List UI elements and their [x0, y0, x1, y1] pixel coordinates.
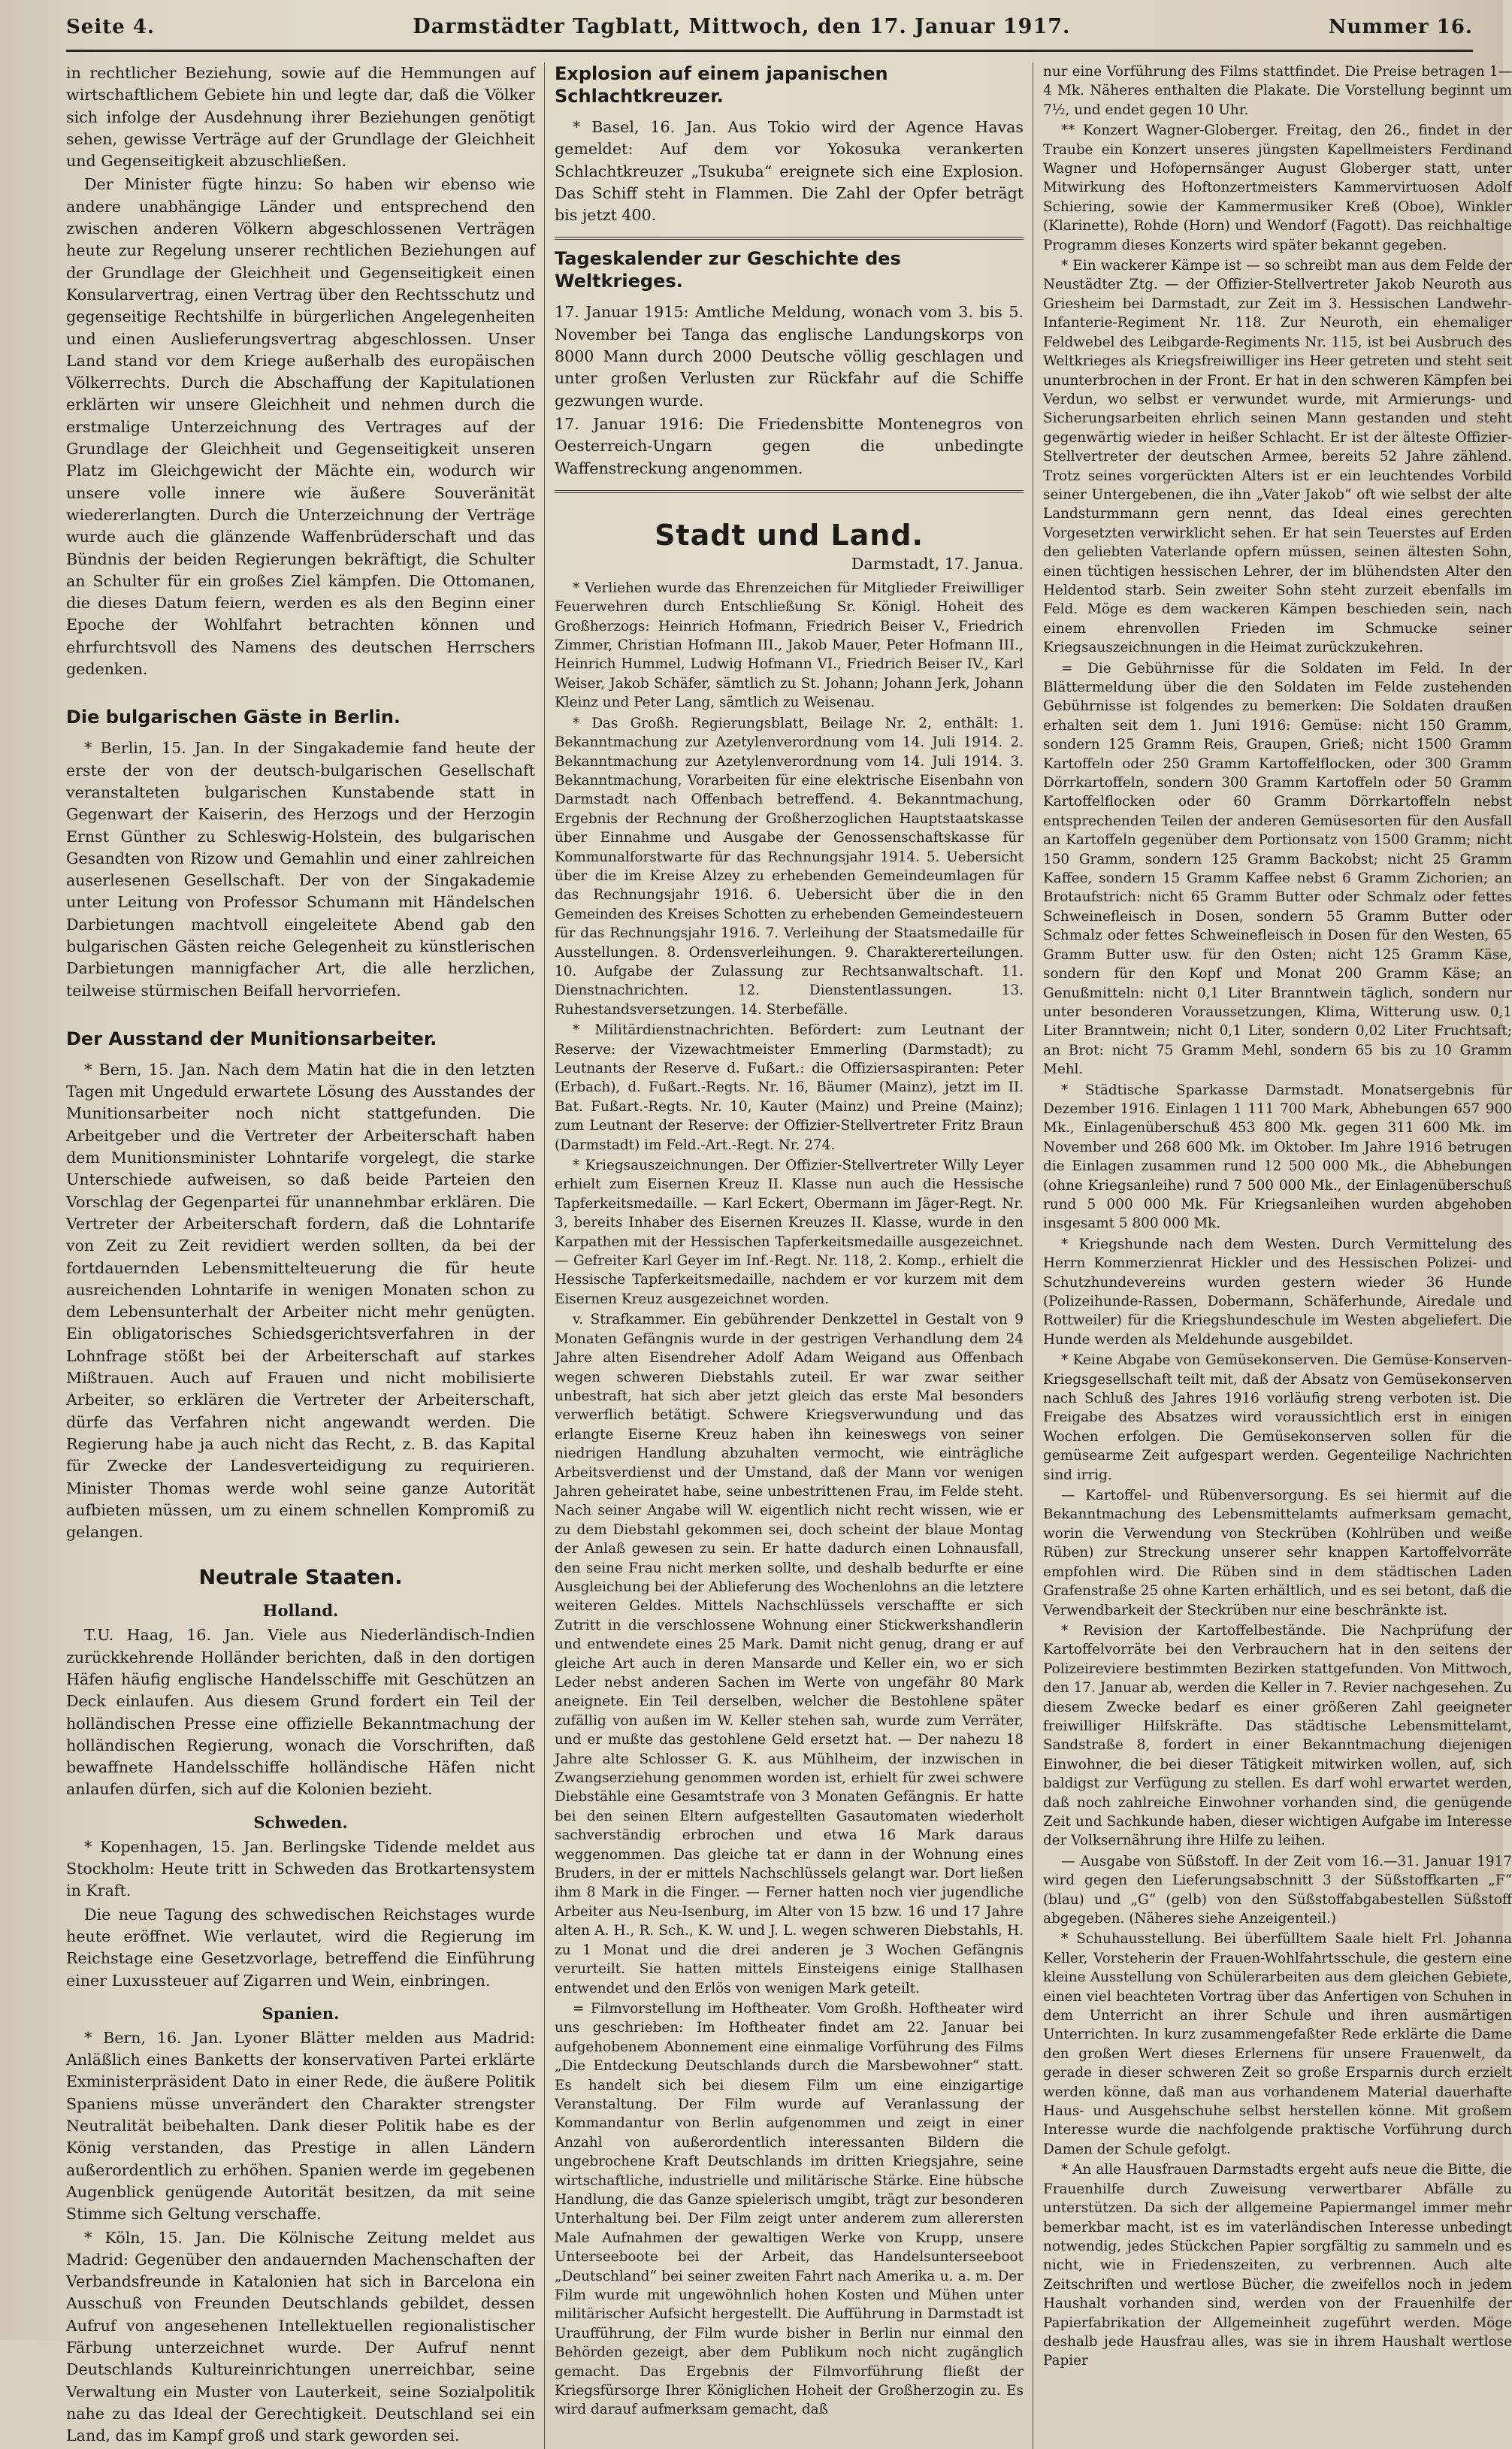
article-paragraph: in rechtlicher Beziehung, sowie auf die Hemmungen auf wirtschaftlichem Gebiete hin und legte dar, daß die Völker sich infolge der Ausdehnung ihrer Beziehungen genötigt sehen, gewisse Verträge auf der Grundlage der Gleichheit und Gegenseitigkeit abzuschließen. [66, 64, 535, 171]
article-paragraph: = Filmvorstellung im Hoftheater. Vom Großh. Hoftheater wird uns geschrieben: Im Hoftheater findet am 22. Januar bei aufgehobenem Abonnement eine einmalige Vorführung des Films „Die Entdeckung Deutschlands durch die Marsbewohner“ statt. Es handelt sich bei diesem Film um eine einzigartige Veranstaltung. Der Film wurde auf Veranlassung der Kommandantur von Berlin aufgenommen und zeigt in einer Anzahl von außerordentlich interessanten Bildern die ungebrochene Kraft Deutschlands im dritten Kriegsjahre, seine wirtschaftliche, industrielle und militärische Stärke. Eine hübsche Handlung, die das Ganze spielerisch umgibt, trägt zur besonderen Unterhaltung bei. Der Film zeigt unter anderem zum allerersten Male Aufnahmen der gewaltigen Werke von Krupp, unsere Unterseeboote bei der Arbeit, das Handelsunterseeboot „Deutschland“ bei seiner zweiten Fahrt nach Amerika u. a. m. Der Film wurde mit ungewöhnlich hohen Kosten und Mühen unter militärischer Aufsicht hergestellt. Die Aufführung in Darmstadt ist Uraufführung, der Film wurde bisher in Berlin nur einmal den Behörden gezeigt, aber dem Publikum noch nicht zugänglich gemacht. Das Ergebnis der Filmvorführung fließt der Kriegsfürsorge Ihrer Königlichen Hoheit der Großherzogin zu. Es wird darauf aufmerksam gemacht, daß [555, 2000, 1024, 2418]
article-paragraph: — Ausgabe von Süßstoff. In der Zeit vom 16.—31. Januar 1917 wird gegen den Lieferungsabschnitt 3 der Süßstoffkarten „F“ (blau) und „G“ (gelb) von den Süßstoffabgabestellen Süßstoff abgegeben. (Näheres siehe Anzeigenteil.) [1043, 1853, 1512, 1927]
article-paragraph: Die neue Tagung des schwedischen Reichstages wurde heute eröffnet. Wie verlautet, wird die Regierung im Reichstage eine Gesetzvorlage, betreffend die Einführung einer Luxussteuer auf Zigarren und Wein, einbringen. [66, 1905, 535, 1990]
country-heading: Holland. [262, 1601, 339, 1621]
country-heading: Schweden. [253, 1812, 348, 1832]
article-paragraph: * Bern, 16. Jan. Lyoner Blätter melden aus Madrid: Anläßlich eines Banketts der konservativen Partei erklärte Exministerpräsident Dato in einer Rede, die äußere Politik Spaniens müsse unverändert den Charakter strengster Neutralität beibehalten. Dank dieser Politik habe es der König verstanden, das Prestige in allen Ländern außerordentlich zu erhöhen. Spanien werde im gegebenen Augenblick genügende Autorität besitzen, da mit seine Stimme sich Geltung verschaffe. [66, 2028, 535, 2223]
article-paragraph: * Berlin, 15. Jan. In der Singakademie fand heute der erste der von der deutsch-bulgarischen Gesellschaft veranstalteten bulgarischen Kunstabende statt in Gegenwart der Kaiserin, des Herzogs und der Herzogin Ernst Günther zu Schleswig-Holstein, des bulgarischen Gesandten von Rizow und Gemahlin und einer zahlreichen auserlesenen Gesellschaft. Der von der Singakademie unter Leitung von Professor Schumann mit Händelschen Darbietungen machtvoll eingeleitete Abend gab den bulgarischen Gästen reiche Gelegenheit zu künstlerischen Darbietungen mannigfacher Art, die alle herzlichen, teilweise stürmischen Beifall hervorriefen. [66, 739, 535, 1000]
article-paragraph: * An alle Hausfrauen Darmstadts ergeht aufs neue die Bitte, die Frauenhilfe durch Zuweisung verwertbarer Abfälle zu unterstützen. Da sich der allgemeine Papiermangel immer mehr bemerkbar macht, ist es im vaterländischen Interesse unbedingt notwendig, jedes Stückchen Papier sorgfältig zu sammeln und es nicht, wie in Friedenszeiten, zu verbrennen. Auch alte Zeitschriften und wertlose Bücher, die zweifellos noch in jedem Haushalt vorhanden sind, werden von der Frauenhilfe der Papierfabrikation der Allgemeinheit zugeführt werden. Möge deshalb jede Hausfrau alles, was sie in ihrem Haushalt wertlose Papier [1043, 2162, 1512, 2369]
issue-number: Nummer 16. [1328, 16, 1473, 38]
local-news [555, 579, 1024, 2420]
column-3 [1043, 62, 1512, 2449]
article-paragraph: * Schuhausstellung. Bei überfülltem Saale hielt Frl. Johanna Keller, Vorsteherin der Frauen-Wohlfahrtsschule, die gestern eine kleine Ausstellung von Schülerarbeiten aus dem gleichen Gebiete, einen viel beachteten Vortrag über das Anfertigen von Schuhen in dem Unterricht an ihrer Schule und ihren ausmärtigen Unterrichten. In kurz zusammengefaßter Rede erklärte die Dame den großen Wert dieses Erlernens für unsere Frauenwelt, da gerade in dieser schweren Zeit so große Ersparnis durch erzielt werden könne, daß man aus vorhandenem Material dauerhafte Haus- und Ausgehschuhe selbst herstellen könne. Mit großem Interesse wurde die nachfolgende praktische Vorführung durch Damen der Schule gefolgt. [1043, 1931, 1512, 2157]
masthead [66, 15, 1473, 52]
article-paragraph: * Köln, 15. Jan. Die Kölnische Zeitung meldet aus Madrid: Gegenüber den andauernden Machenschaften der Verbandsfreunde in Katalonien hat sich in Barcelona ein Ausschuß von Freunden Deutschlands gebildet, dessen Aufruf von angesehenen Intellektuellen regionalistischer Färbung unterzeichnet wurde. Der Aufruf nennt Deutschlands Kultureinrichtungen unerreichbar, seine Verwaltung ein Muster von Lauterkeit, seine Sozialpolitik nahe zu das Ideal der Gerechtigkeit. Deutschland sei ein Land, das im Kampf groß und stark geworden sei. [66, 2228, 535, 2445]
article-columns [66, 62, 1512, 2445]
article-paragraph: * Verliehen wurde das Ehrenzeichen für Mitglieder Freiwilliger Feuerwehren durch Entschließung Sr. Königl. Hoheit des Großherzogs: Heinrich Hofmann, Friedrich Beiser V., Friedrich Zimmer, Christian Hofmann III., Jakob Mauer, Peter Hofmann III., Heinrich Hummel, Ludwig Hofmann VI., Friedrich Beiser IV., Karl Weiser, Jakob Schäfer, sämtlich zu St. Johann; Johann Jerk, Johann Kleinz und Peter Lang, sämtlich zu Weisenau. [555, 580, 1024, 711]
section-divider [555, 237, 1024, 240]
article-paragraph: * Das Großh. Regierungsblatt, Beilage Nr. 2, enthält: 1. Bekanntmachung zur Azetylenverordnung vom 14. Juli 1914. 2. Bekanntmachung zur Azetylenverordnung vom 14. Juli 1914. 3. Bekanntmachung, Vorarbeiten für eine elektrische Eisenbahn von Darmstadt nach Offenbach betreffend. 4. Bekanntmachung, Ergebnis der Rechnung der Großherzoglichen Hauptstaatskasse über Einnahme und Ausgabe der Genossenschaftskasse für Kommunalforstwarte für das Rechnungsjahr 1914. 5. Uebersicht über die im Kreise Alzey zu erhebenden Gemeindeumlagen für das Rechnungsjahr 1916. 6. Uebersicht über die in den Gemeinden des Kreises Schotten zu erhebenden Gemeindesteuern für das Rechnungsjahr 1916. 7. Verleihung der Staatsmedaille für Ausstellungen. 8. Ordensverleihungen. 9. Charaktererteilungen. 10. Aufgabe der Zulassung zur Rechtsanwaltschaft. 11. Dienstnachrichten. 12. Dienstentlassungen. 13. Ruhestandsversetzungen. 14. Sterbefälle. [555, 715, 1024, 1018]
article-heading: Explosion auf einem japanischen Schlachtkreuzer. [555, 63, 888, 107]
article-paragraph: * Bern, 15. Jan. Nach dem Matin hat die in den letzten Tagen mit Ungeduld erwartete Lösung des Ausstandes der Munitionsarbeiter noch nicht stattgefunden. Die Arbeitgeber und die Vertreter der Arbeiterschaft haben dem Munitionsminister Lohntarife vorgelegt, die starke Unterschiede aufweisen, so daß beide Parteien den Vorschlag der Gegenpartei für unannehmbar erklären. Die Vertreter der Arbeiterschaft fordern, daß die Lohntarife von Zeit zu Zeit revidiert werden sollten, da bei der fortdauernden Lebensmittelteuerung die für heute ausreichenden Lohntarife in wenigen Monaten schon zu dem Lebensunterhalt der Arbeiter nicht mehr genügten. Ein obligatorisches Schiedsgerichtsverfahren in der Lohnfrage stößt bei der Arbeiterschaft auf starkes Mißtrauen. Auch auf Frauen und nicht mobilisierte Arbeiter, so erklären die Vertreter der Arbeiterschaft, dürfe das Verfahren nicht angewandt werden. Die Regierung habe ja auch nicht das Recht, z. B. das Kapital für Zwecke der Landesverteidigung zu requirieren. Minister Thomas werde wohl seine ganze Autorität aufbieten müssen, um zu einem schnellen Kompromiß zu gelangen. [66, 1060, 535, 1542]
page-number: Seite 4. [66, 16, 155, 38]
country-heading: Spanien. [262, 2003, 340, 2023]
article-paragraph: T.U. Haag, 16. Jan. Viele aus Niederländisch-Indien zurückkehrende Holländer berichten, daß in den dortigen Häfen häufig englische Handelsschiffe mit Geschützen an Deck einlaufen. Aus diesem Grund fordert ein Teil der holländischen Presse eine offizielle Bekanntmachung der holländischen Regierung, wonach die Vorschriften, daß bewaffnete Handelsschiffe holländische Häfen nicht anlaufen dürfen, sich auf die Kolonien bezieht. [66, 1626, 535, 1799]
dateline: Darmstadt, 17. Janua. [851, 554, 1024, 573]
section-divider [555, 490, 1024, 493]
column-2 [555, 62, 1024, 2449]
article-paragraph: * Kopenhagen, 15. Jan. Berlingske Tidende meldet aus Stockholm: Heute tritt in Schweden das Brotkartensystem in Kraft. [66, 1837, 535, 1900]
article-paragraph: * Städtische Sparkasse Darmstadt. Monatsergebnis für Dezember 1916. Einlagen 1 111 700 Mark, Abhebungen 657 900 Mk., Einlagenüberschuß 453 800 Mk. gegen 311 600 Mk. im November und 268 600 Mk. im Oktober. Im Jahre 1916 betrugen die Einlagen zusammen rund 12 500 000 Mk., die Abhebungen (ohne Kriegsanleihe) rund 7 500 000 Mk., der Einlagenüberschuß rund 5 000 000 Mk. Für Kriegsanleihen wurden abgehoben insgesamt 5 800 000 Mk. [1043, 1082, 1512, 1232]
calendar-entry: 17. Januar 1916: Die Friedensbitte Montenegros von Oesterreich-Ungarn gegen die unbedingte Waffenstreckung angenommen. [555, 414, 1024, 477]
article-paragraph: * Militärdienstnachrichten. Befördert: zum Leutnant der Reserve: der Vizewachtmeister Emmerling (Darmstadt); zu Leutnants der Reserve d. Fußart.: die Offiziersaspiranten: Peter (Erbach), d. Fußart.-Regts. Nr. 16, Bäumer (Mainz), jetzt im II. Bat. Fußart.-Regts. Nr. 10, Kauter (Mainz) und Preine (Mainz); zum Leutnant der Reserve: der Offizier-Stellvertreter Fritz Braun (Darmstadt) im Feld.-Art.-Regt. Nr. 274. [555, 1022, 1024, 1153]
article-paragraph: * Revision der Kartoffelbestände. Die Nachprüfung der Kartoffelvorräte bei den Verbrauchern hat in den seitens der Polizeireviere bestimmten Bezirken stattgefunden. Von Mittwoch, den 17. Januar ab, werden die Keller in 7. Revier nachgesehen. Zu diesem Zwecke bedarf es einer größeren Zahl geeigneter freiwilliger Hilfskräfte. Das städtische Lebensmittelamt, Sandstraße 8, fordert in einer Bekanntmachung diejenigen Einwohner, die bei dieser Tätigkeit mitwirken wollen, auf, sich baldigst zur Verfügung zu stellen. Es darf wohl erwartet werden, daß noch zahlreiche Einwohner vorhanden sind, die genügende Zeit und Sachkunde haben, dieser wichtigen Aufgabe im Interesse der Volksernährung ihre Hilfe zu leihen. [1043, 1622, 1512, 1849]
article-paragraph: Der Minister fügte hinzu: So haben wir ebenso wie andere unabhängige Länder und entsprechend den zwischen anderen Völkern abgeschlossenen Verträgen heute zur Regelung unserer rechtlichen Beziehungen auf der Grundlage der Gleichheit und Gegenseitigkeit einen Konsularvertrag, einen Vertrag über den Rechtsschutz und gegenseitige Rechtshilfe in bürgerlichen Angelegenheiten und einen Auslieferungsvertrag abgeschlossen. Unser Land stand vor dem Kriege außerhalb des europäischen Völkerrechts. Durch die Abschaffung der Kapitulationen erklärten wir unsere Gleichheit und nehmen durch die erstmalige Unterzeichnung des Vertrages auf der Grundlage der Gleichheit und Gegenseitigkeit unseren Platz im Gleichgewicht der Mächte ein, wodurch wir unsere volle innere wie äußere Souveränität wiedererlangten. Durch die Unterzeichnung der Verträge wurde auch die glänzende Waffenbrüderschaft und das Bündnis der beiden Regierungen bekräftigt, die Schulter an Schulter für ein großes Ziel kämpfen. Die Ottomanen, die dieses Datum feiern, werden es als den Beginn einer Epoche der Wohlfahrt betrachten können und ehrfurchtsvoll des Namens des deutschen Herrschers gedenken. [66, 175, 535, 679]
column-1 [66, 62, 535, 2449]
article-paragraph: v. Strafkammer. Ein gebührender Denkzettel in Gestalt von 9 Monaten Gefängnis wurde in der gestrigen Verhandlung dem 24 Jahre alten Eisendreher Adolf Adam Weigand aus Offenbach wegen schweren Diebstahls zuteil. Er war zwar seither unbestraft, hat sich aber jetzt gleich das erste Mal besonders verwerflich betätigt. Schwere Kriegsverwundung und das erlangte Eiserne Kreuz haben ihn keineswegs von seiner niedrigen Handlung abzuhalten vermocht, wie einträgliche Arbeitsverdienst und der Umstand, daß der Mann vor wenigen Jahren geheiratet habe, seine unbestrittenen Frau, im Felde steht. Nach seiner Angabe will W. eigentlich nicht recht wissen, wie er zu dem Diebstahl gekommen sei, doch scheint der blaue Montag der Anlaß gewesen zu sein. Er hatte dadurch einen Lohnausfall, den seine Frau nicht merken sollte, und deshalb bedurfte er eine Ausgleichung bei der Ablieferung des Wochenlohns an die letztere weiteren Geldes. Mittels Nachschlüssels verschaffte er sich Zutritt in die verschlossene Wohnung einer Stickwerkshandlerin und entwendete eines 25 Mark. Damit nicht genug, drang er auf gleiche Art auch in deren Mansarde und Keller ein, wo er sich Leder nebst anderen Sachen im Werte von ungefähr 80 Mark aneignete. Ein Teil derselben, welcher die Bestohlene später zufällig von außen im W. Keller stehen sah, wurde zum Verräter, und er mußte das gestohlene Geld ersetzt hat. — Der nahezu 18 Jahre alte Schlosser G. K. aus Mühlheim, der inzwischen in Zwangserziehung genommen worden ist, erhielt für zwei schwere Diebstähle eine Gesamtstrafe von 3 Monaten Gefängnis. Er hatte bei den seinen Eltern aufgestellten Gasautomaten wiederholt sachverständig erbrochen und etwa 16 Mark daraus weggenommen. Das gleiche tat er dann in der Wohnung eines Bruders, in der er mittels Nachschlüssels gelangt war. Dort ließen ihm 8 Mark in die Finger. — Ferner hatten noch vier jugendliche Arbeiter aus Neu-Isenburg, im Alter von 15 bzw. 16 und 17 Jahre alten A. H., R. Sch., K. W. und J. L. wegen schweren Diebstahls, H. zu 1 Monat und die drei anderen je 3 Wochen Gefängnis verurteilt. Sie hatten mittels Einsteigens einige Stallhasen entwendet und den Erlös von wenigen Mark geteilt. [555, 1312, 1024, 1996]
article-paragraph: * Basel, 16. Jan. Aus Tokio wird der Agence Havas gemeldet: Auf dem vor Yokosuka verankerten Schlachtkreuzer „Tsukuba“ ereignete sich eine Explosion. Das Schiff steht in Flammen. Die Zahl der Opfer beträgt bis jetzt 400. [555, 118, 1024, 225]
article-paragraph: * Kriegsauszeichnungen. Der Offizier-Stellvertreter Willy Leyer erhielt zum Eisernen Kreuz II. Klasse nun auch die Hessische Tapferkeitsmedaille. — Karl Eckert, Obermann im Jäger-Regt. Nr. 3, bereits Inhaber des Eisernen Kreuzes II. Klasse, wurde in den Karpathen mit der Hessischen Tapferkeitsmedaille ausgezeichnet. — Gefreiter Karl Geyer im Inf.-Regt. Nr. 118, 2. Komp., erhielt die Hessische Tapferkeitsmedaille, nachdem er vor kurzem mit dem Eisernen Kreuz ausgezeichnet worden. [555, 1158, 1024, 1307]
article-heading: Tageskalender zur Geschichte des Weltkrieges. [555, 248, 901, 292]
article-paragraph: ** Konzert Wagner-Globerger. Freitag, den 26., findet in der Traube ein Konzert unseres jüngsten Kapellmeisters Ferdinand Wagner und Hofopernsänger August Globerger statt, unter Mitwirkung des Hoftonzertmeisters Kammervirtuosen Adolf Schiering, sowie der Kammermusiker Kreß (Oboe), Winkler (Klarinette), Rohde (Horn) und Wendorf (Fagott). Das reichhaltige Programm dieses Konzerts wird später bekannt gegeben. [1043, 123, 1512, 253]
section-heading: Neutrale Staaten. [198, 1566, 403, 1590]
article-paragraph: * Kriegshunde nach dem Westen. Durch Vermittelung des Herrn Kommerzienrat Hickler und des Hessischen Polizei- und Schutzhundevereins wurden gestern wieder 36 Hunde (Polizeihunde-Rassen, Dobermann, Schäferhunde, Airedale und Rottweiler) für die Kriegshundeschule im Westen abgeliefert. Die Hunde werden als Meldehunde ausgebildet. [1043, 1236, 1512, 1348]
article-paragraph: = Die Gebührnisse für die Soldaten im Feld. In der Blättermeldung über die den Soldaten im Felde zustehenden Gebührnisse ist folgendes zu bemerken: Die Soldaten draußen erhalten seit dem 1. Juni 1916: Gemüse: nicht 150 Gramm, sondern 125 Gramm Reis, Graupen, Grieß; nicht 1500 Gramm Kartoffeln oder 250 Gramm Kartoffelflocken, oder 300 Gramm Dörrkartoffeln, sondern 300 Gramm Kartoffeln oder 50 Gramm Kartoffelflocken oder 60 Gramm Dörrkartoffeln nebst entsprechenden Teilen der anderen Gemüsesorten für den Ausfall an Kartoffeln gegenüber dem Portionsatz von 1500 Gramm; nicht 150 Gramm, sondern 125 Gramm Backobst; nicht 25 Gramm Kaffee, sondern 15 Gramm Kaffee nebst 6 Gramm Zichorien; an Brotaufstrich: nicht 65 Gramm Butter oder Schmalz oder fettes Schweinefleisch in Dosen, sondern 55 Gramm Butter oder Schmalz oder fettes Schweinefleisch in Dosen für den Westen, 65 Gramm Butter usw. für den Osten; nicht 125 Gramm Käse, sondern für den Kopf und Monat 200 Gramm Käse; an Genußmitteln: nicht 0,1 Liter Branntwein täglich, sondern nur unter besonderen Voraussetzungen, Klima, Witterung usw. 0,1 Liter Branntwein; nicht 0,1 Liter, sondern 0,02 Liter Fruchtsaft; an Brot: nicht 75 Gramm Mehl, sondern 65 bis zu 10 Gramm Mehl. [1043, 660, 1512, 1078]
article-heading: Die bulgarischen Gäste in Berlin. [66, 707, 401, 728]
article-paragraph: * Keine Abgabe von Gemüsekonserven. Die Gemüse-Konserven-Kriegsgesellschaft teilt mit, daß der Absatz von Gemüsekonserven nach Schluß des Jahres 1916 vorläufig streng verboten ist. Die Freigabe des Absatzes wird voraussichtlich erst in einigen Wochen erfolgen. Die Gemüsekonserven sollen für die gemüsearme Zeit aufgespart werden. Gegenteilige Nachrichten sind irrig. [1043, 1352, 1512, 1483]
article-heading: Der Ausstand der Munitionsarbeiter. [66, 1028, 437, 1049]
calendar-block [555, 301, 1024, 479]
article-paragraph: * Ein wackerer Kämpe ist — so schreibt man aus dem Felde der Neustädter Ztg. — der Offizier-Stellvertreter Jakob Neuroth aus Griesheim bei Darmstadt, zur Zeit im 3. Hessischen Landwehr-Infanterie-Regiment Nr. 118. Zur Neuroth, ein ehemaliger Feldwebel des Leibgarde-Regiments Nr. 115, ist bei Ausbruch des Weltkrieges als Kriegsfreiwilliger ins Heer getreten und steht seit ununterbrochen in der Front. Er hat in den schweren Kämpfen bei Verdun, wo selbst er verwundet wurde, mit Armierungs- und Sicherungsarbeiten ehrlich seinen Mann gestanden und steht gegenwärtig wieder in heißer Schlacht. Er ist der älteste Offizier-Stellvertreter der deutschen Armee, bereits 52 Jahre zählend. Trotz seines vorgerückten Alters ist er ein leuchtendes Vorbild seiner Untergebenen, die ihn „Vater Jakob“ oft wie selbst der alte Landsturmmann gern nennt, das Ideal eines gerechten Vorgesetzten verwirklicht sehen. Er hat sein Teuerstes auf Erden den geliebten Vaterlande opfern müssen, seinen ältesten Sohn, einen tüchtigen hessischen Lehrer, der im blühendsten Alter den Heldentod starb. Sein zweiter Sohn steht zurzeit ebenfalls im Feld. Möge es dem wackeren Kämpen beschieden sein, nach einem ehrenvollen Frieden im Schmucke seiner Kriegsauszeichnungen in die Heimat zurückzukehren. [1043, 258, 1512, 656]
calendar-entry: 17. Januar 1915: Amtliche Meldung, wonach vom 3. bis 5. November bei Tanga das englische Landungskorps von 8000 Mann durch 2000 Deutsche völlig geschlagen und unter großen Verlusten zur Rückfahr auf die Schiffe gezwungen wurde. [555, 303, 1024, 410]
section-title: Stadt und Land. [655, 518, 924, 552]
article-paragraph: nur eine Vorführung des Films stattfindet. Die Preise betragen 1—4 Mk. Näheres enthalten die Plakate. Die Vorstellung beginnt um 7½, und endet gegen 10 Uhr. [1043, 64, 1512, 118]
article-paragraph: — Kartoffel- und Rübenversorgung. Es sei hiermit auf die Bekanntmachung des Lebensmittelamts aufmerksam gemacht, worin die Verwendung von Steckrüben (Kohlrüben und weiße Rüben) zur Streckung unserer sehr knappen Kartoffelvorräte empfohlen wird. Die Rüben sind in dem städtischen Laden Grafenstraße 25 ohne Karten erhältlich, und es sei betont, daß die Verwendbarkeit der Steckrüben nur eine beschränkte ist. [1043, 1488, 1512, 1618]
newspaper-title-date: Darmstädter Tagblatt, Mittwoch, den 17. Januar 1917. [413, 15, 1071, 38]
